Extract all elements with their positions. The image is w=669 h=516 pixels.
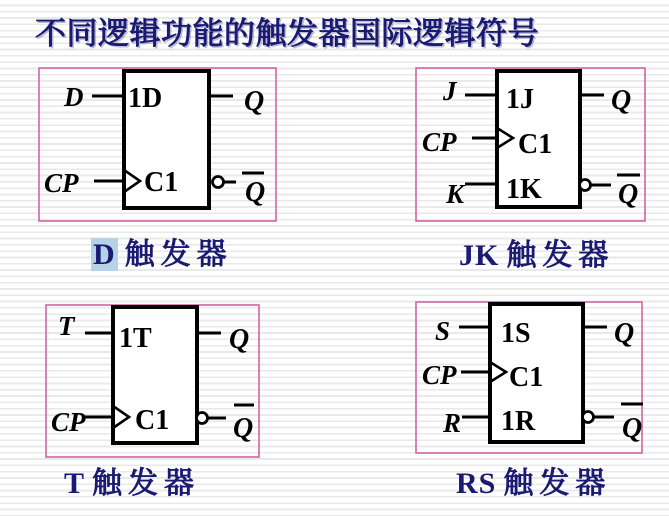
- pin-label-cp: CP: [422, 127, 457, 157]
- inversion-bubble-icon: [213, 177, 224, 188]
- d-flipflop-diagram: [38, 66, 278, 224]
- caption-t-flipflop: [64, 469, 200, 499]
- pin-label-cp: CP: [422, 360, 457, 390]
- caption-latin-rs: RS: [456, 467, 497, 500]
- caption-rs-flipflop: [456, 469, 611, 499]
- pin-label-s: S: [435, 316, 451, 346]
- inner-label-c1: C1: [144, 167, 179, 198]
- output-label-q: Q: [244, 86, 265, 117]
- inner-label-1s: 1S: [501, 318, 531, 349]
- output-label-q: Q: [611, 85, 632, 116]
- pin-label-d: D: [64, 82, 84, 112]
- caption-cn: 触发器: [503, 467, 612, 500]
- inner-label-c1: C1: [135, 405, 170, 436]
- caption-d-flipflop: [91, 240, 233, 270]
- inversion-bubble-icon: [583, 412, 594, 423]
- pin-label-r: R: [443, 408, 462, 438]
- inner-label-1t: 1T: [119, 323, 152, 354]
- inner-label-1d: 1D: [128, 83, 163, 114]
- rs-flipflop-diagram: [415, 300, 644, 456]
- inner-label-1j: 1J: [506, 84, 534, 115]
- output-label-q: Q: [614, 318, 635, 349]
- pin-label-t: T: [58, 311, 75, 341]
- output-label-qbar: Q: [618, 179, 639, 210]
- caption-cn: 触发器: [124, 238, 233, 271]
- output-label-qbar: Q: [622, 413, 643, 444]
- output-label-qbar: Q: [233, 413, 254, 444]
- pin-label-cp: CP: [51, 407, 86, 437]
- pin-label-k: K: [446, 179, 465, 209]
- caption-latin-jk: JK: [459, 239, 500, 272]
- inversion-bubble-icon: [197, 413, 208, 424]
- caption-cn: 触发器: [506, 239, 615, 272]
- caption-cn: 触发器: [92, 467, 201, 500]
- output-label-q: Q: [229, 324, 250, 355]
- inner-label-1r: 1R: [501, 406, 536, 437]
- caption-latin-t: T: [64, 467, 86, 500]
- output-label-qbar: Q: [245, 177, 266, 208]
- caption-latin-d: D: [93, 238, 116, 271]
- inversion-bubble-icon: [580, 180, 591, 191]
- inner-label-c1: C1: [509, 362, 544, 393]
- inner-label-c1: C1: [518, 129, 553, 160]
- jk-flipflop-diagram: [415, 66, 647, 224]
- pin-label-cp: CP: [44, 168, 79, 198]
- inner-label-1k: 1K: [506, 174, 542, 205]
- t-flipflop-diagram: [45, 303, 261, 460]
- caption-jk-flipflop: [459, 241, 614, 271]
- pin-label-j: J: [443, 76, 457, 106]
- page-title: 不同逻辑功能的触发器国际逻辑符号: [35, 16, 539, 51]
